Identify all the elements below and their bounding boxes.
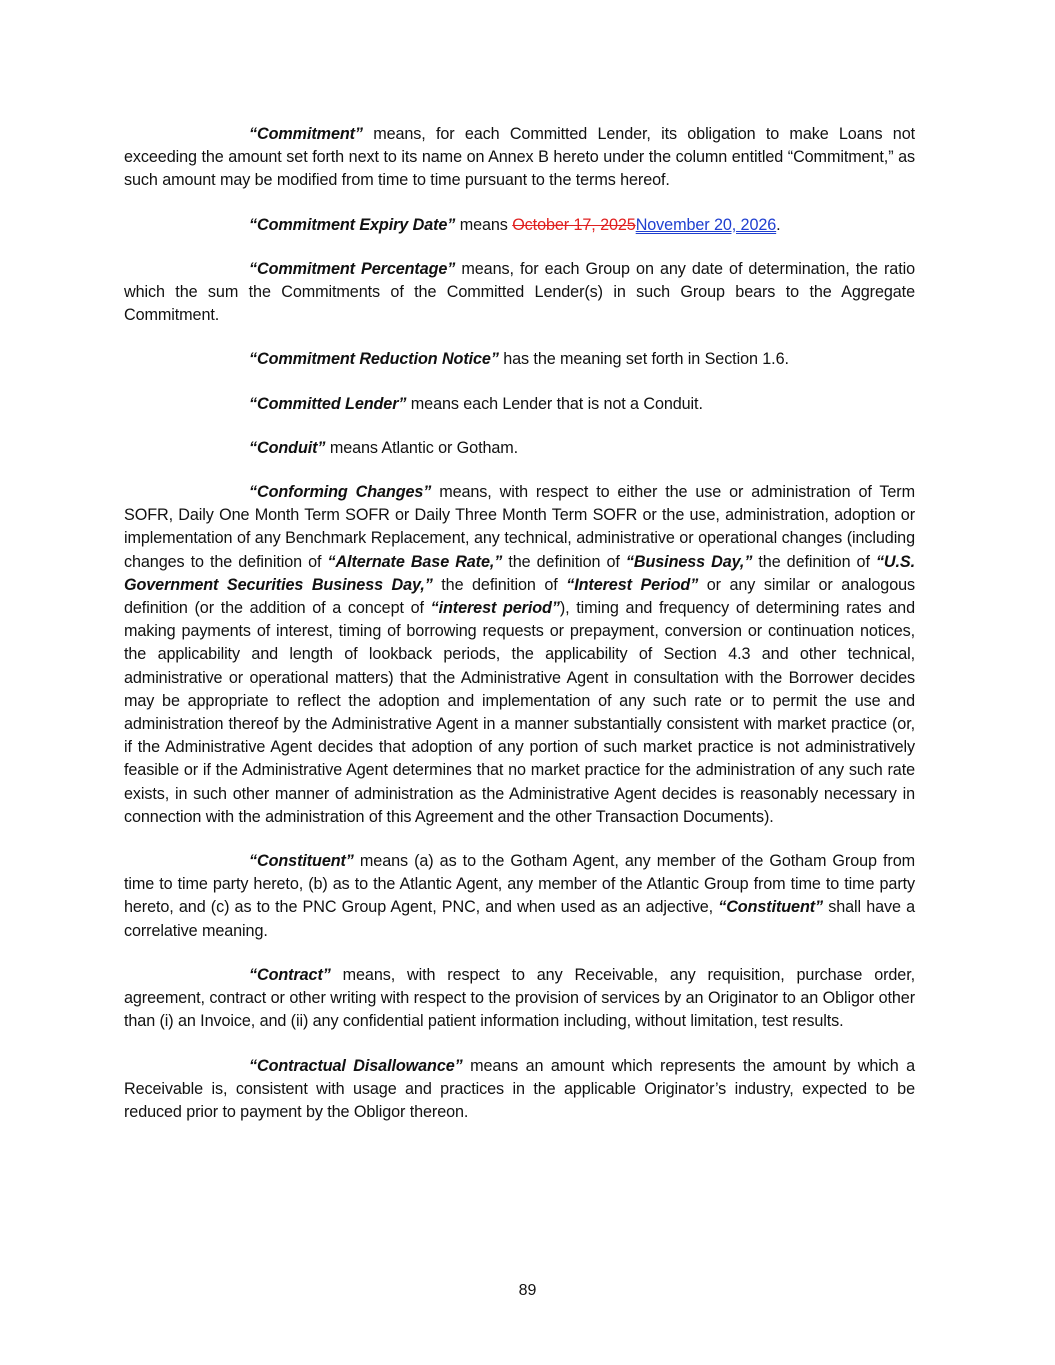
definition-conduit [124,437,915,460]
definition-text: means, with respect to either the use or administration of Term SOFR, Daily One Month Term SOFR or Daily Three Month Term SOFR or the use, administration, adoption or implementation of any Benchmark Replacement, any technical, administrative or operational changes (including changes to the definition of [124,483,915,571]
defined-term: “Conduit” [249,438,326,457]
definition-text: ), timing and frequency of determining rates and making payments of interest, timing of borrowing requests or prepayment, conversion or continuation notices, the applicability and length of lookback periods, the applicability of Section 4.3 and other technical, administrative or operational matters) that the Administrative Agent in consultation with the Borrower decides may be appropriate to reflect the adoption and implementation of any such rate or to permit the use and administration thereof by the Administrative Agent in a manner substantially consistent with market practice (or, if the Administrative Agent decides that adoption of any portion of such market practice is not administratively feasible or if the Administrative Agent determines that no market practice for the administration of any such rate exists, in such other manner of administration as the Administrative Agent decides is reasonably necessary in connection with the administration of this Agreement and the other Transaction Documents). [124,599,915,826]
definition-text: means Atlantic or Gotham. [325,438,519,457]
definition-text: . [776,215,781,234]
definition-text: the definition of [752,552,876,571]
definition-commitment-expiry-date [124,214,915,237]
document-page [124,123,915,1145]
definition-constituent [124,850,915,943]
referenced-term: “U.S. Government Securities Business Day,” [124,552,916,594]
definition-text: shall have a correlative meaning. [124,898,916,940]
definition-text: means an amount which represents the amount by which a Receivable is, consistent with usage and practices in the applicable Originator’s industry, expected to be reduced prior to payment by the Obligor thereon. [124,1056,915,1121]
definition-text: means, with respect to any Receivable, any requisition, purchase order, agreement, contract or other writing with respect to the provision of services by an Originator to an Obligor other than (i) an Invoice, and (ii) any confidential patient information including, without limitation, test results. [124,965,915,1031]
page-number: 89 [518,1282,537,1299]
defined-term: “Constituent” [249,852,354,871]
definition-text: the definition of [502,552,626,571]
definition-text: means (a) as to the Gotham Agent, any member of the Gotham Group from time to time party hereto, (b) as to the Atlantic Agent, any member of the Atlantic Group from time to time party hereto, and (c) as to the PNC Group Agent, PNC, and when used as an adjective, [124,852,915,917]
defined-term: “Conforming Changes” [249,483,432,502]
definition-text: has the meaning set forth in Section 1.6. [498,350,789,369]
definition-commitment-percentage [124,258,915,328]
referenced-term: “interest period” [430,599,560,618]
referenced-term: “Interest Period” [566,575,699,594]
definition-contract [124,964,915,1034]
referenced-term: “Alternate Base Rate,” [327,552,503,571]
defined-term: “Commitment” [249,125,363,143]
defined-term: “Commitment Reduction Notice” [249,350,499,369]
inserted-revision-text: November 20, 2026 [635,215,777,234]
deleted-revision-text: October 17, 2025 [512,215,636,234]
defined-term: “Commitment Percentage” [249,259,456,278]
defined-term: “Contractual Disallowance” [249,1056,463,1075]
definition-committed-lender [124,393,915,416]
definition-text: means each Lender that is not a Conduit. [406,394,703,413]
referenced-term: “Business Day,” [625,552,753,571]
definition-contractual-disallowance [124,1055,915,1125]
definition-commitment [124,123,915,193]
definition-text: the definition of [432,575,567,594]
definition-text: means, for each Group on any date of determination, the ratio which the sum the Commitments of the Committed Lender(s) in such Group bears to the Aggregate Commitment. [124,259,915,325]
definition-text: means, for each Committed Lender, its obligation to make Loans not exceeding the amount set forth next to its name on Annex B hereto under the column entitled “Commitment,” as such amount may be modified from time to time pursuant to the terms hereof. [124,125,915,190]
referenced-term: “Constituent” [718,898,824,917]
definition-commitment-reduction-notice [124,348,915,371]
defined-term: “Commitment Expiry Date” [249,215,456,234]
defined-term: “Committed Lender” [249,394,407,413]
defined-term: “Contract” [249,965,331,984]
definition-conforming-changes [124,481,915,829]
definition-text: or any similar or analogous definition (or the addition of a concept of [124,575,916,618]
definition-text: means [455,215,513,234]
